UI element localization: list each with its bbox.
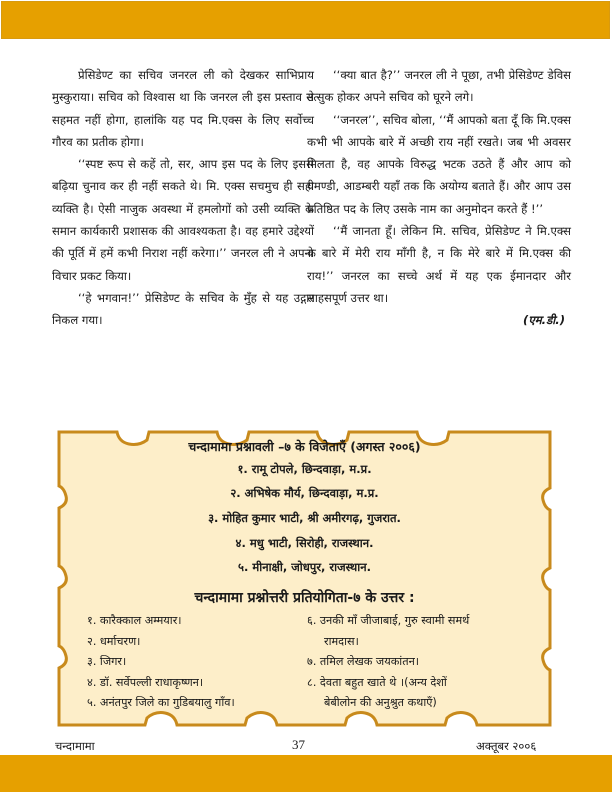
story-paragraph: प्रेसिडेण्ट का सचिव जनरल ली को देखकर साभिप्राय मुस्कुराया। सचिव को विश्वास था कि जनरल ली इस प्रस्ताव से सहमत नहीं होगा, हालांकि यह पद मि.एक्स के लिए सर्वोच्च गौरव का प्रतीक होगा।: [52, 68, 314, 149]
winner-item: २. अभिषेक मौर्य, छिन्दवाड़ा, म.प्र.: [230, 486, 379, 500]
story-right-column: [307, 64, 571, 332]
answers-title: चन्दामामा प्रश्नोत्तरी प्रतियोगिता-७ के उत्तर :: [194, 590, 415, 606]
answer-item: २. धर्माचरण।: [87, 634, 141, 648]
story-paragraph: ‘‘हे भगवान!’’ प्रेसिडेण्ट के सचिव के मुँह से यह उद्गार निकल गया।: [52, 290, 314, 328]
winner-item: ५. मीनाक्षी, जोधपुर, राजस्थान.: [238, 560, 371, 574]
winner-item: १. रामू टोपले, छिन्दवाड़ा, म.प्र.: [237, 462, 372, 476]
answers-left-list: [87, 611, 317, 714]
top-color-band: [1, 1, 610, 39]
footer-page-number: 37: [292, 737, 305, 752]
winner-item: ३. मोहित कुमार भाटी, श्री अमीरगढ़, गुजरात.: [208, 511, 401, 525]
answer-item: ४. डॉ. सर्वेपल्ली राधाकृष्णन।: [87, 675, 204, 689]
answer-item: ३. जिगर।: [87, 655, 127, 668]
answer-item: १. कारैक्काल अम्मयार।: [87, 614, 182, 627]
footer-issue-date: अक्तूबर २००६: [476, 739, 537, 753]
answer-item: ७. तमिल लेखक जयकांतन।: [307, 655, 420, 668]
story-paragraph: ‘‘क्या बात है?’’ जनरल ली ने पूछा, तभी प्रेसिडेण्ट डेविस उत्सुक होकर अपने सचिव को घूरने लगे।: [307, 68, 571, 105]
winner-item: ४. मधु भाटी, सिरोही, राजस्थान.: [235, 536, 374, 550]
quiz-box: [57, 428, 552, 729]
footer-magazine-name: चन्दामामा: [55, 739, 95, 753]
story-paragraph: ‘‘मैं जानता हूँ। लेकिन मि. सचिव, प्रेसिडेण्ट ने मि.एक्स के बारे में मेरी राय माँगी है, न कि मेरे बारे में मि.एक्स की राय!’’ जनरल का सच्चे अर्थ में यह एक ईमानदार और साहसपूर्ण उत्तर था।: [307, 224, 571, 305]
answer-item: ८. देवता बहुत खाते थे ।(अन्य देशों: [307, 675, 447, 689]
story-paragraph: ‘‘स्पष्ट रूप से कहें तो, सर, आप इस पद के लिए इससे बढ़िया चुनाव कर ही नहीं सकते थे। मि. एक्स सचमुच ही सही व्यक्ति है। ऐसी नाजुक अवस्था में हमलोगों को उसी व्यक्ति के समान कार्यकारी प्रशासक की आवश्यकता है। वह हमारे उद्देश्यों की पूर्ति में हमें कभी निराश नहीं करेगा।’’ जनरल ली ने अपना विचार प्रकट किया।: [52, 157, 314, 283]
author-signature: (एम.डी.): [523, 313, 565, 328]
winners-title: चन्दामामा प्रश्नावली –७ के विजेताएँ (अगस्त २००६): [188, 439, 421, 454]
story-left-column: [52, 64, 314, 332]
answer-item: ५. अनंतपुर जिले का गुडिबयालु गाँव।: [87, 696, 235, 709]
answer-item-continuation: बेबीलोन की अनुश्रुत कथाएँ): [324, 696, 437, 709]
bottom-color-band: [0, 755, 612, 792]
answer-item: ६. उनकी माँ जीजाबाई, गुरु स्वामी समर्थ: [307, 614, 470, 627]
story-paragraph: ‘‘जनरल’’, सचिव बोला, ‘‘मैं आपको बता दूँ कि मि.एक्स कभी भी आपके बारे में अच्छी राय नहीं रखते। जब भी अवसर मिलता है, वह आपके विरुद्ध भटक उठते हैं और आप को घमण्डी, आडम्बरी यहाँ तक कि अयोग्य बताते हैं। और आप उस प्रतिष्ठित पद के लिए उसके नाम का अनुमोदन करते हैं !’’: [307, 112, 571, 216]
answer-item-continuation: रामदास।: [324, 634, 359, 648]
answers-right-list: [307, 611, 527, 714]
